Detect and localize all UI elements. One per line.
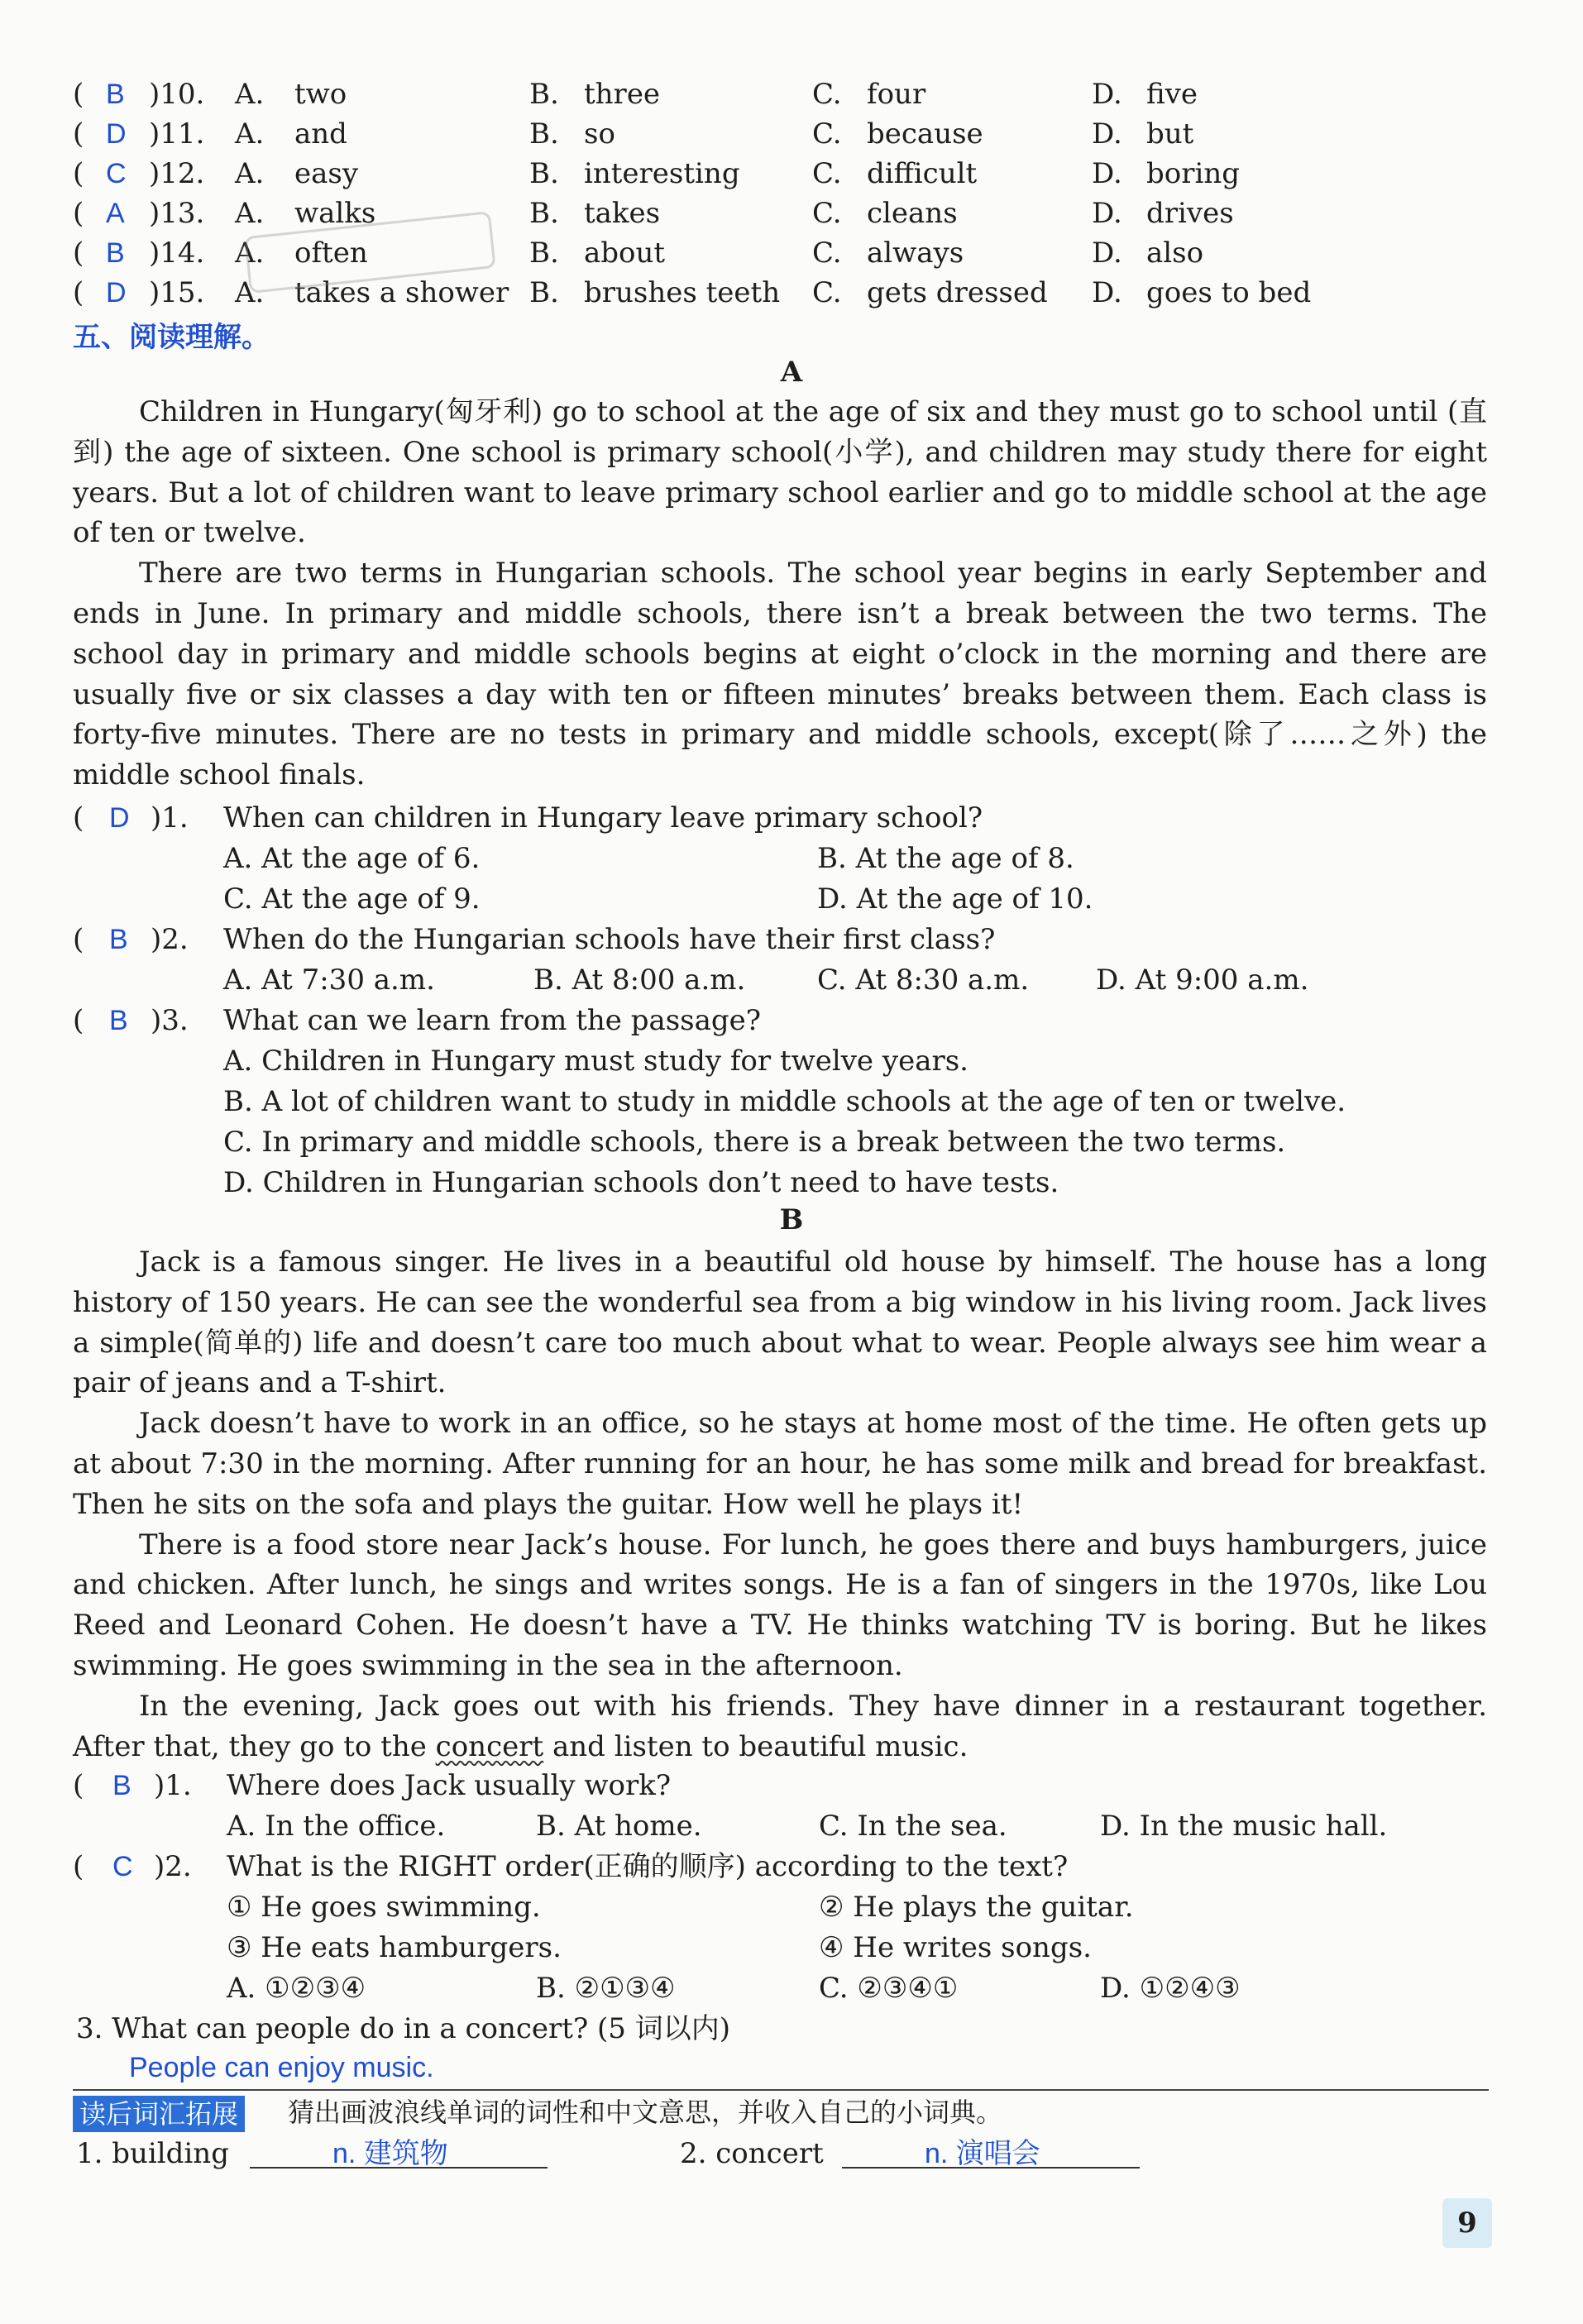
- option-c-text: difficult: [867, 157, 978, 190]
- passage-b-para-3: There is a food store near Jack’s house. For lunch, he goes there and buys hamburgers, juice and chicken. After lunch, he sings and writes songs. He is a fan of singers in the 1970s, like Lou Reed and Leonard Cohen. He doesn’t have a TV. He thinks watching TV is boring. But he likes swimming. He goes swimming in the sea in the afternoon.: [73, 1528, 1487, 1682]
- option-d: D. At the age of 10.: [817, 882, 1093, 916]
- option-c: C. In primary and middle schools, there is a break between the two terms.: [223, 1126, 1286, 1159]
- order-items-2: [0, 1928, 1583, 1968]
- option-a-letter: A.: [235, 78, 265, 111]
- answer-mark: B: [106, 237, 125, 269]
- passage-b-para-1: Jack is a famous singer. He lives in a beautiful old house by himself. The house has a long history of 150 years. He can see the wonderful sea from a big window in his living room. Jack lives a simple(简单的) life and doesn’t care too much about what to wear. People always see him wear a pair of jeans and a T-shirt.: [73, 1246, 1487, 1400]
- answer-mark: A: [106, 198, 125, 229]
- option-c: C. In the sea.: [819, 1810, 1007, 1843]
- option-a-text: easy: [294, 157, 359, 190]
- option-a-text: walks: [294, 197, 376, 230]
- option-b: B. At the age of 8.: [817, 842, 1074, 875]
- question-number: )15.: [149, 276, 205, 309]
- question-number: )11.: [149, 117, 205, 151]
- option-a-letter: A.: [235, 117, 265, 151]
- option-c-text: four: [867, 78, 926, 111]
- option-c-letter: C.: [812, 78, 842, 111]
- answer-mark: B: [112, 1770, 132, 1801]
- options-a1-row1: [0, 839, 1583, 878]
- option-c-text: gets dressed: [867, 276, 1048, 309]
- option-d-letter: D.: [1092, 157, 1122, 190]
- order-item: ② He plays the guitar.: [819, 1891, 1134, 1924]
- question-text: When do the Hungarian schools have their first class?: [223, 923, 996, 956]
- question-text: 3. What can people do in a concert? (5 词以内): [76, 2012, 730, 2045]
- option-a-letter: A.: [235, 157, 265, 190]
- passage-a-letter: A: [780, 356, 803, 389]
- option-a: A. Children in Hungary must study for twelve years.: [223, 1045, 968, 1078]
- mc-question-13: [0, 194, 1583, 233]
- mc-question-15: [0, 273, 1583, 313]
- options-a1-row2: [0, 879, 1583, 919]
- option-a: A. In the office.: [227, 1810, 446, 1843]
- question-number: )2.: [154, 1850, 192, 1883]
- option-d-letter: D.: [1092, 276, 1122, 309]
- wavy-word-concert: concert: [435, 1729, 544, 1763]
- option-c: C. At 8:30 a.m.: [817, 964, 1030, 997]
- question-a2: [0, 920, 1583, 959]
- passage-a-text: [73, 392, 1487, 796]
- option-c-letter: C.: [812, 276, 842, 309]
- passage-a-para-1: Children in Hungary(匈牙利) go to school at the age of six and they must go to school until (直到) the age of sixteen. One school is primary school(小学), and children may study there for eight years. But a lot of children want to leave primary school earlier and go to middle school at the age of ten or twelve.: [73, 395, 1487, 550]
- option-b: B. At 8:00 a.m.: [533, 964, 746, 997]
- vocab-badge: 读后词汇拓展: [73, 2096, 245, 2132]
- option-a3-c: [0, 1122, 1583, 1162]
- option-c-letter: C.: [812, 117, 842, 151]
- vocab-answer-1: n. 建筑物: [332, 2138, 448, 2169]
- option-b-letter: B.: [529, 78, 559, 111]
- paren: (: [73, 197, 84, 230]
- option-a: A. At the age of 6.: [223, 842, 481, 875]
- vocab-word-2: 2. concert: [680, 2137, 824, 2170]
- vocab-answer-2: n. 演唱会: [925, 2138, 1040, 2169]
- paren: (: [73, 78, 84, 111]
- question-number: )3.: [151, 1004, 189, 1037]
- question-text: Where does Jack usually work?: [227, 1769, 672, 1802]
- answer-mark: B: [109, 1005, 128, 1036]
- paren: (: [73, 117, 84, 151]
- option-c: C. ②③④①: [819, 1972, 959, 2005]
- option-c-letter: C.: [812, 197, 842, 230]
- order-item: ④ He writes songs.: [819, 1931, 1092, 1964]
- mc-question-11: [0, 114, 1583, 154]
- option-b: B. ②①③④: [536, 1972, 676, 2005]
- question-number: )13.: [149, 197, 205, 230]
- option-b-letter: B.: [529, 197, 559, 230]
- option-d-letter: D.: [1092, 78, 1122, 111]
- question-text: When can children in Hungary leave primary school?: [223, 801, 983, 834]
- paren: (: [73, 237, 84, 270]
- answer-mark: C: [106, 158, 127, 189]
- question-number: )1.: [154, 1769, 192, 1802]
- option-d-letter: D.: [1092, 237, 1122, 270]
- answer-mark: C: [112, 1851, 133, 1882]
- option-a3-a: [0, 1041, 1583, 1081]
- option-b-letter: B.: [529, 276, 559, 309]
- order-item: ③ He eats hamburgers.: [227, 1931, 562, 1964]
- para-4-end: and listen to beautiful music.: [543, 1729, 968, 1763]
- passage-b-letter: B: [779, 1203, 804, 1236]
- paren: (: [73, 276, 84, 309]
- option-d: D. At 9:00 a.m.: [1096, 964, 1309, 997]
- options-b1: [0, 1806, 1583, 1846]
- paren: (: [73, 801, 84, 834]
- vocab-row: [0, 2134, 1583, 2173]
- options-a2: [0, 960, 1583, 1000]
- question-text: What can we learn from the passage?: [223, 1004, 762, 1037]
- paren: (: [73, 1769, 84, 1802]
- question-b1: [0, 1766, 1583, 1805]
- option-b-letter: B.: [529, 117, 559, 151]
- paren: (: [73, 923, 84, 956]
- question-number: )12.: [149, 157, 205, 190]
- question-text: What is the RIGHT order(正确的顺序) according to the text?: [227, 1850, 1069, 1883]
- option-b-text: takes: [584, 197, 661, 230]
- option-b: B. A lot of children want to study in middle schools at the age of ten or twelve.: [223, 1085, 1346, 1118]
- paren: (: [73, 1004, 84, 1037]
- passage-b-para-4: [73, 1686, 1487, 1767]
- option-a: A. ①②③④: [227, 1972, 366, 2005]
- answer-line: [73, 2089, 1489, 2091]
- option-b-text: brushes teeth: [584, 276, 781, 309]
- option-a-text: takes a shower: [294, 276, 509, 309]
- option-d: D. Children in Hungarian schools don’t need to have tests.: [223, 1166, 1059, 1199]
- answer-mark: D: [106, 277, 127, 308]
- answer-mark: B: [106, 79, 125, 110]
- question-a1: [0, 798, 1583, 838]
- question-number: )2.: [151, 923, 189, 956]
- vocab-instructions: 猜出画波浪线单词的词性和中文意思，并收入自己的小词典。: [288, 2097, 1003, 2128]
- option-a-text: and: [294, 117, 347, 151]
- mc-question-10: [0, 74, 1583, 114]
- option-a-letter: A.: [235, 237, 265, 270]
- question-b2: [0, 1847, 1583, 1886]
- option-d-text: but: [1146, 117, 1194, 151]
- option-d-text: drives: [1146, 197, 1234, 230]
- answer-mark: D: [106, 118, 127, 150]
- option-c-letter: C.: [812, 157, 842, 190]
- option-d-text: boring: [1146, 157, 1241, 190]
- option-a: A. At 7:30 a.m.: [223, 964, 435, 997]
- option-d: D. In the music hall.: [1100, 1810, 1388, 1843]
- order-items-1: [0, 1887, 1583, 1927]
- written-answer: People can enjoy music.: [129, 2052, 434, 2083]
- option-b-text: so: [584, 117, 615, 151]
- question-number: )1.: [151, 801, 189, 834]
- option-a-letter: A.: [235, 197, 265, 230]
- question-number: )14.: [149, 237, 205, 270]
- question-a3: [0, 1001, 1583, 1040]
- option-a3-d: [0, 1163, 1583, 1203]
- option-b-text: interesting: [584, 157, 740, 190]
- option-c-letter: C.: [812, 237, 842, 270]
- question-b3: [0, 2009, 1583, 2049]
- option-a-letter: A.: [235, 276, 265, 309]
- option-d-letter: D.: [1092, 197, 1122, 230]
- option-a3-b: [0, 1082, 1583, 1121]
- option-b-letter: B.: [529, 237, 559, 270]
- option-d: D. ①②④③: [1100, 1972, 1241, 2005]
- option-b: B. At home.: [536, 1810, 702, 1843]
- passage-a-para-2: There are two terms in Hungarian schools. The school year begins in early September and ends in June. In primary and middle schools, there isn’t a break between the two terms. The school day in primary and middle schools begins at eight o’clock in the morning and there are usually five or six classes a day with ten or fifteen minutes’ breaks between them. Each class is forty-five minutes. There are no tests in primary and middle schools, except(除了……之外) the middle school finals.: [73, 557, 1487, 792]
- option-d-letter: D.: [1092, 117, 1122, 151]
- option-c-text: cleans: [867, 197, 958, 230]
- option-c: C. At the age of 9.: [223, 882, 481, 916]
- passage-b-para-2: Jack doesn’t have to work in an office, so he stays at home most of the time. He often gets up at about 7:30 in the morning. After running for an hour, he has some milk and bread for breakfast. Then he sits on the sofa and plays the guitar. How well he plays it!: [73, 1407, 1487, 1521]
- passage-b-text: [73, 1242, 1487, 1767]
- mc-question-12: [0, 154, 1583, 194]
- answer-mark: D: [109, 802, 130, 834]
- vocab-word-1: 1. building: [76, 2137, 229, 2170]
- vocab-header: [0, 2092, 1583, 2132]
- option-b-text: about: [584, 237, 666, 270]
- paren: (: [73, 1850, 84, 1883]
- option-c-text: because: [867, 117, 983, 151]
- options-b2: [0, 1968, 1583, 2008]
- page-number: 9: [1442, 2198, 1492, 2248]
- option-c-text: always: [867, 237, 964, 270]
- option-a-text: two: [294, 78, 347, 111]
- answer-mark: B: [109, 924, 128, 955]
- mc-question-14: [0, 233, 1583, 273]
- section-title: 五、阅读理解。: [73, 321, 270, 354]
- option-d-text: goes to bed: [1146, 276, 1312, 309]
- option-d-text: five: [1146, 78, 1198, 111]
- order-item: ① He goes swimming.: [227, 1891, 541, 1924]
- paren: (: [73, 157, 84, 190]
- option-b-letter: B.: [529, 157, 559, 190]
- option-d-text: also: [1146, 237, 1204, 270]
- option-b-text: three: [584, 78, 661, 111]
- question-number: )10.: [149, 78, 205, 111]
- option-a-text: often: [294, 237, 368, 270]
- para-4-start: In the evening, Jack goes out with his friends. They have dinner in a restaurant together. After that, they go to the: [73, 1689, 1487, 1763]
- answer-b3: [0, 2048, 1583, 2087]
